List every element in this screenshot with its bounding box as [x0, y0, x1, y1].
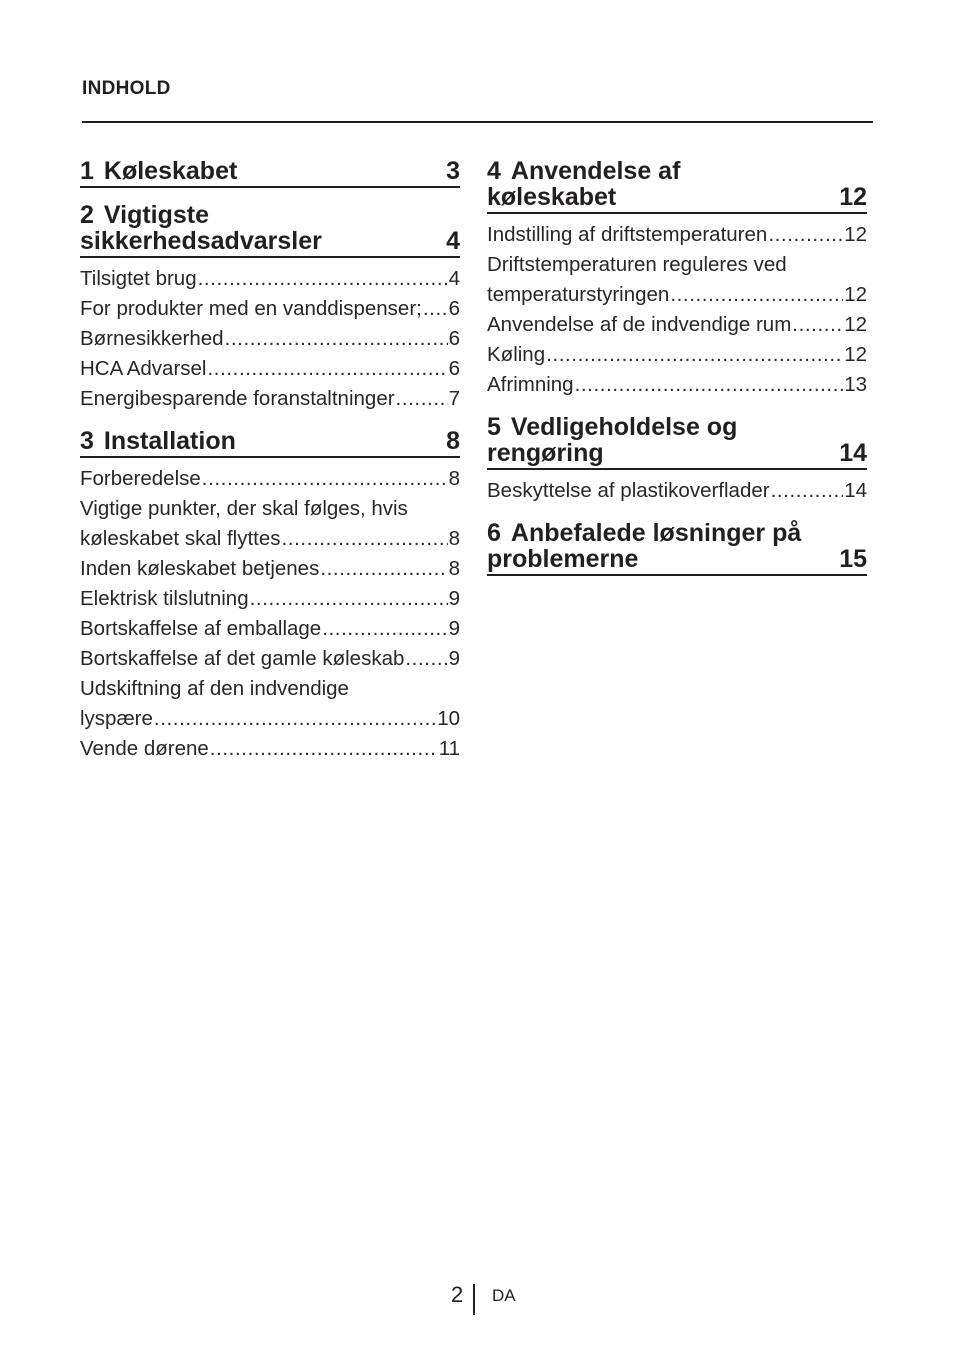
section-heading[interactable] — [487, 520, 867, 576]
section-heading-line — [80, 202, 460, 228]
toc-entry[interactable] — [80, 674, 460, 734]
section-heading-line — [487, 520, 867, 546]
toc-column-right — [487, 158, 867, 590]
section-heading-line — [80, 428, 460, 454]
dot-leader — [670, 280, 843, 310]
section-number: 6 — [487, 519, 501, 547]
toc-entry-row — [80, 704, 460, 734]
section-heading-line — [487, 184, 867, 210]
toc-entry-page: 12 — [844, 343, 867, 366]
toc-entry-page: 13 — [844, 373, 867, 396]
footer-page-number: 2 — [451, 1282, 464, 1307]
toc-section — [80, 158, 460, 188]
section-heading-line — [487, 440, 867, 466]
section-title: Installation — [103, 427, 236, 455]
toc-entry-row — [80, 524, 460, 554]
section-number: 3 — [80, 427, 94, 455]
section-title: Anbefalede løsninger på — [510, 519, 802, 547]
toc-entry-page: 4 — [448, 267, 460, 290]
toc-entry-title: Vende dørene — [80, 737, 209, 760]
toc-section — [487, 520, 867, 576]
section-title: Køleskabet — [103, 157, 238, 185]
section-heading-line — [487, 158, 867, 184]
section-heading[interactable] — [80, 428, 460, 458]
section-heading-line — [487, 546, 867, 572]
dot-leader — [322, 614, 447, 644]
page-header-title: INDHOLD — [82, 78, 171, 99]
toc-entry[interactable] — [80, 644, 460, 674]
toc-entry-row — [487, 370, 867, 400]
toc-entry-title: temperaturstyringen — [487, 283, 670, 306]
toc-entry-row — [487, 280, 867, 310]
toc-entry-title: Bortskaffelse af det gamle køleskab — [80, 647, 405, 670]
toc-column-left — [80, 158, 460, 778]
section-page: 15 — [839, 545, 867, 573]
dot-leader — [250, 584, 448, 614]
toc-section — [80, 428, 460, 764]
dot-leader — [792, 310, 843, 340]
section-page: 8 — [446, 427, 460, 455]
toc-entry-title: Elektrisk tilslutning — [80, 587, 249, 610]
section-title: rengøring — [487, 439, 604, 467]
toc-entry[interactable] — [487, 310, 867, 340]
section-heading-line — [487, 414, 867, 440]
toc-entry-row — [487, 340, 867, 370]
toc-entry-title: Anvendelse af de indvendige rum — [487, 313, 792, 336]
toc-entry-page: 12 — [844, 223, 867, 246]
dot-leader — [768, 220, 843, 250]
toc-entry-row — [80, 354, 460, 384]
toc-entry-title: Køling — [487, 343, 546, 366]
dot-leader — [210, 734, 438, 764]
toc-entry-row — [487, 310, 867, 340]
toc-entry-line: Driftstemperaturen reguleres ved — [487, 253, 787, 276]
toc-entry-row — [80, 614, 460, 644]
section-title: Vigtigste — [103, 201, 210, 229]
dot-leader — [575, 370, 844, 400]
toc-entry-title: Tilsigtet brug — [80, 267, 197, 290]
section-title: køleskabet — [487, 183, 617, 211]
toc-section — [80, 202, 460, 414]
toc-entry-page: 7 — [448, 387, 460, 410]
toc-entry-page: 6 — [448, 297, 460, 320]
toc-entry[interactable] — [80, 464, 460, 494]
footer-divider — [473, 1284, 475, 1315]
section-page: 4 — [446, 227, 460, 255]
dot-leader — [282, 524, 448, 554]
toc-entry-row — [80, 294, 460, 324]
toc-entry-line: Udskiftning af den indvendige — [80, 677, 349, 700]
section-number: 1 — [80, 157, 94, 185]
toc-entry-row — [80, 644, 460, 674]
dot-leader — [207, 354, 447, 384]
toc-entry[interactable] — [80, 264, 460, 294]
toc-entry-line: Vigtige punkter, der skal følges, hvis — [80, 497, 408, 520]
toc-entry-title: For produkter med en vanddispenser; — [80, 297, 422, 320]
toc-entry[interactable] — [80, 354, 460, 384]
section-title-wrap — [80, 428, 236, 454]
toc-entry[interactable] — [80, 494, 460, 554]
toc-section — [487, 414, 867, 506]
toc-entry-title: Forberedelse — [80, 467, 201, 490]
toc-entry[interactable] — [487, 476, 867, 506]
toc-entry-page: 6 — [448, 357, 460, 380]
toc-entry-page: 9 — [448, 647, 460, 670]
dot-leader — [198, 264, 448, 294]
section-heading[interactable] — [80, 158, 460, 188]
section-page: 14 — [839, 439, 867, 467]
toc-entry[interactable] — [487, 250, 867, 310]
toc-entry-page: 8 — [448, 527, 460, 550]
toc-entry-row — [80, 464, 460, 494]
section-title: sikkerhedsadvarsler — [80, 227, 322, 255]
section-number: 2 — [80, 201, 94, 229]
dot-leader — [405, 644, 447, 674]
toc-entry[interactable] — [487, 370, 867, 400]
toc-entry-page: 8 — [448, 467, 460, 490]
toc-entry-page: 12 — [844, 313, 867, 336]
toc-entry-title: Energibesparende foranstaltninger — [80, 387, 395, 410]
dot-leader — [320, 554, 447, 584]
section-page: 3 — [446, 157, 460, 185]
toc-entry-row — [80, 264, 460, 294]
toc-entry-title: HCA Advarsel — [80, 357, 207, 380]
section-number: 4 — [487, 157, 501, 185]
section-number: 5 — [487, 413, 501, 441]
footer-language: DA — [492, 1286, 516, 1305]
dot-leader — [202, 464, 448, 494]
section-heading-line — [80, 228, 460, 254]
section-title-wrap — [80, 228, 322, 254]
section-title-wrap — [487, 440, 604, 466]
toc-entry-row — [80, 384, 460, 414]
dot-leader — [771, 476, 844, 506]
section-title-wrap — [80, 158, 237, 184]
toc-entry-row — [487, 220, 867, 250]
toc-entry-title: køleskabet skal flyttes — [80, 527, 281, 550]
dot-leader — [423, 294, 448, 324]
toc-entry-title: Beskyttelse af plastikoverflader — [487, 479, 770, 502]
section-title: Anvendelse af — [510, 157, 681, 185]
toc-entry-title: Afrimning — [487, 373, 574, 396]
section-title: Vedligeholdelse og — [510, 413, 738, 441]
section-heading[interactable] — [487, 158, 867, 214]
section-title: problemerne — [487, 545, 639, 573]
dot-leader — [154, 704, 436, 734]
toc-entry-title: Inden køleskabet betjenes — [80, 557, 320, 580]
dot-leader — [396, 384, 448, 414]
toc-entry-row — [80, 554, 460, 584]
toc-entry[interactable] — [80, 324, 460, 354]
dot-leader — [225, 324, 448, 354]
toc-entry-page: 10 — [437, 707, 460, 730]
section-heading-line — [80, 158, 460, 184]
toc-entry-title: lyspære — [80, 707, 153, 730]
toc-entry[interactable] — [80, 384, 460, 414]
toc-entry-page: 9 — [448, 617, 460, 640]
toc-entry[interactable] — [80, 554, 460, 584]
toc-entry-page: 12 — [844, 283, 867, 306]
toc-entry-page: 8 — [448, 557, 460, 580]
toc-entry[interactable] — [80, 614, 460, 644]
toc-entry-row — [80, 734, 460, 764]
section-heading[interactable] — [487, 414, 867, 470]
toc-entry-title: Børnesikkerhed — [80, 327, 224, 350]
section-title-wrap — [487, 546, 638, 572]
toc-entry[interactable] — [80, 734, 460, 764]
section-heading[interactable] — [80, 202, 460, 258]
toc-section — [487, 158, 867, 400]
toc-entry-row — [80, 584, 460, 614]
section-title-wrap — [487, 184, 616, 210]
toc-entry[interactable] — [80, 294, 460, 324]
toc-entry-page: 14 — [844, 479, 867, 502]
toc-entry-row — [80, 324, 460, 354]
toc-entry-page: 11 — [438, 737, 460, 760]
header-divider — [82, 121, 873, 123]
toc-entry[interactable] — [80, 584, 460, 614]
toc-entry[interactable] — [487, 340, 867, 370]
toc-entry-page: 6 — [448, 327, 460, 350]
section-page: 12 — [839, 183, 867, 211]
toc-entry-row — [487, 476, 867, 506]
toc-entry-title: Indstilling af driftstemperaturen — [487, 223, 768, 246]
toc-entry-title: Bortskaffelse af emballage — [80, 617, 322, 640]
toc-entry[interactable] — [487, 220, 867, 250]
toc-entry-page: 9 — [448, 587, 460, 610]
dot-leader — [546, 340, 843, 370]
